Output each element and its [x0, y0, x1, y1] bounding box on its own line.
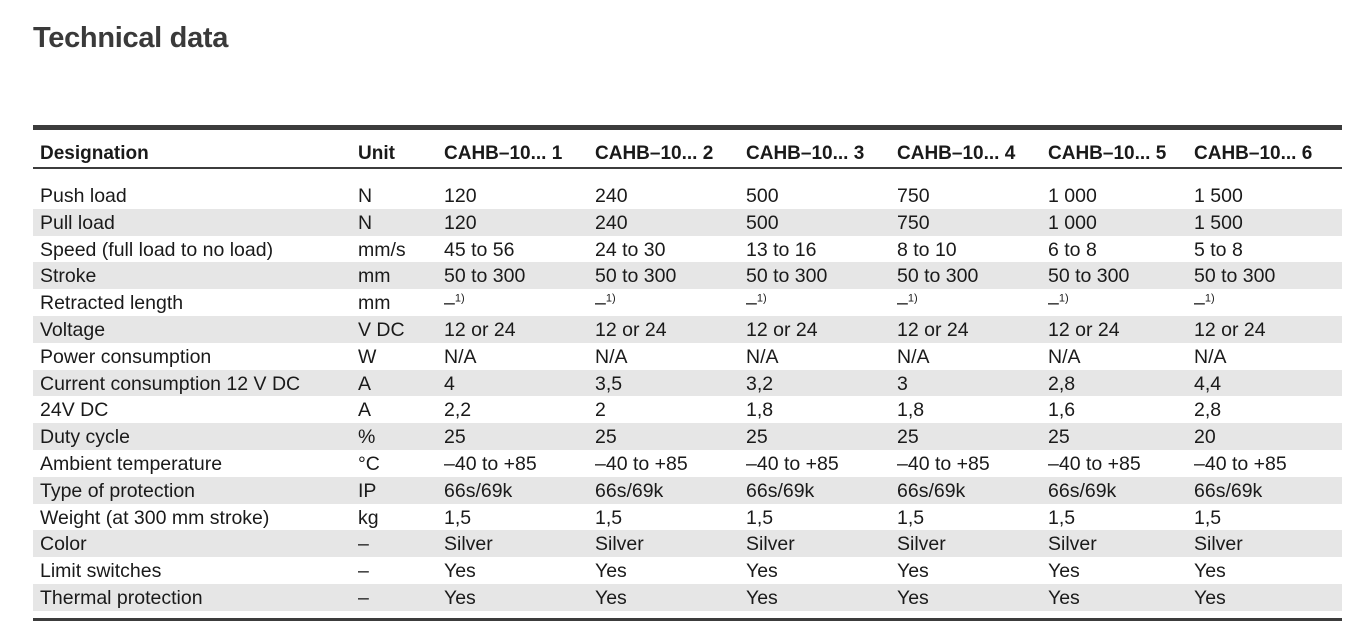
row-value-model-3: –40 to +85	[746, 452, 839, 475]
row-value-model-2: N/A	[595, 345, 628, 368]
row-value-model-4: –40 to +85	[897, 452, 990, 475]
row-value-model-5: 2,8	[1048, 372, 1076, 395]
row-designation: Push load	[40, 185, 127, 207]
row-designation: Color	[40, 533, 87, 556]
row-value-model-6: 2,8	[1194, 399, 1222, 422]
row-value-model-3: 1,8	[746, 399, 774, 422]
row-unit: –	[358, 533, 369, 556]
row-designation: Speed (full load to no load)	[40, 238, 274, 261]
row-value-model-2: 66s/69k	[595, 479, 664, 502]
row-value-model-4: 3	[897, 372, 908, 395]
row-value-model-2: 1,5	[595, 506, 623, 529]
row-value-model-1: 12 or 24	[444, 318, 516, 341]
row-value-model-4: Silver	[897, 533, 946, 556]
row-value-model-2: Silver	[595, 533, 644, 556]
row-designation: 24V DC	[40, 399, 109, 422]
row-value-model-6: 1 500	[1194, 185, 1243, 207]
row-value-model-4: 12 or 24	[897, 318, 969, 341]
row-unit: –	[358, 560, 369, 583]
row-value-model-4: 50 to 300	[897, 265, 979, 288]
row-value-model-1: 4	[444, 372, 455, 395]
row-value-model-3: 13 to 16	[746, 238, 817, 261]
row-value-model-5: Silver	[1048, 533, 1097, 556]
row-value-model-3: 25	[746, 426, 768, 449]
row-value-model-4: 750	[897, 211, 930, 234]
row-unit: N	[358, 185, 373, 207]
row-value-model-2: 3,5	[595, 372, 623, 395]
table-row	[33, 209, 1342, 236]
row-value-model-4: Yes	[897, 560, 929, 583]
row-value-model-4: 8 to 10	[897, 238, 957, 261]
row-value-model-5: 50 to 300	[1048, 265, 1130, 288]
row-value-model-5: Yes	[1048, 586, 1080, 609]
row-designation: Thermal protection	[40, 586, 203, 609]
row-value-model-1: Silver	[444, 533, 493, 556]
row-value-model-5: 1 000	[1048, 185, 1097, 207]
row-value-model-3: Yes	[746, 586, 778, 609]
row-designation: Current consumption 12 V DC	[40, 372, 301, 395]
row-value-model-1: 120	[444, 211, 477, 234]
row-value-model-2: 25	[595, 426, 617, 449]
row-value-model-2: Yes	[595, 586, 627, 609]
page-title: Technical data	[33, 22, 229, 54]
row-value-model-1: 66s/69k	[444, 479, 513, 502]
table-header-rule	[33, 167, 1342, 169]
row-value-model-6: 12 or 24	[1194, 318, 1266, 341]
row-designation: Power consumption	[40, 345, 212, 368]
table-row	[33, 316, 1342, 343]
table-header	[33, 139, 1342, 167]
row-value-model-2: Yes	[595, 560, 627, 583]
header-model-1: CAHB–10... 1	[444, 143, 563, 164]
header-designation: Designation	[40, 143, 149, 164]
row-designation: Duty cycle	[40, 426, 130, 449]
row-value-model-1: 25	[444, 426, 466, 449]
row-unit: –	[358, 586, 369, 609]
row-value-model-2: 12 or 24	[595, 318, 667, 341]
row-designation: Weight (at 300 mm stroke)	[40, 506, 270, 529]
table-row	[33, 396, 1342, 423]
row-value-model-5: –$^{1)}$	[1048, 292, 1069, 315]
row-value-model-1: Yes	[444, 560, 476, 583]
row-value-model-4: 66s/69k	[897, 479, 966, 502]
table-row	[33, 370, 1342, 397]
row-value-model-1: 45 to 56	[444, 238, 515, 261]
row-value-model-1: 50 to 300	[444, 265, 526, 288]
row-unit: A	[358, 399, 372, 422]
row-value-model-2: 240	[595, 185, 628, 207]
row-value-model-3: N/A	[746, 345, 779, 368]
header-unit: Unit	[358, 143, 395, 164]
row-value-model-4: 1,8	[897, 399, 925, 422]
row-designation: Retracted length	[40, 292, 184, 315]
row-designation: Ambient temperature	[40, 452, 223, 475]
row-unit: mm/s	[358, 238, 406, 261]
row-designation: Limit switches	[40, 560, 162, 583]
row-value-model-2: 24 to 30	[595, 238, 666, 261]
row-unit: A	[358, 372, 372, 395]
table-bottom-rule	[33, 618, 1342, 621]
row-value-model-4: 25	[897, 426, 919, 449]
row-value-model-6: Yes	[1194, 560, 1226, 583]
row-value-model-2: 240	[595, 211, 628, 234]
row-value-model-5: 25	[1048, 426, 1070, 449]
row-value-model-6: 1,5	[1194, 506, 1222, 529]
header-model-5: CAHB–10... 5	[1048, 143, 1167, 164]
row-value-model-3: Silver	[746, 533, 795, 556]
table-row	[33, 236, 1342, 263]
row-unit: W	[358, 345, 377, 368]
table-row	[33, 262, 1342, 289]
row-unit: IP	[358, 479, 377, 502]
row-unit: mm	[358, 265, 391, 288]
row-value-model-3: 66s/69k	[746, 479, 815, 502]
table-row	[33, 289, 1342, 316]
row-value-model-4: N/A	[897, 345, 930, 368]
table-body	[33, 182, 1342, 611]
row-value-model-5: 1,5	[1048, 506, 1076, 529]
row-value-model-5: 1,6	[1048, 399, 1076, 422]
row-value-model-3: 500	[746, 211, 779, 234]
header-model-3: CAHB–10... 3	[746, 143, 865, 164]
row-value-model-6: 66s/69k	[1194, 479, 1263, 502]
row-value-model-6: 50 to 300	[1194, 265, 1276, 288]
row-value-model-2: 2	[595, 399, 606, 422]
row-value-model-6: 1 500	[1194, 211, 1243, 234]
row-value-model-1: 120	[444, 185, 477, 207]
row-designation: Voltage	[40, 318, 106, 341]
row-value-model-6: N/A	[1194, 345, 1227, 368]
table-row	[33, 450, 1342, 477]
header-model-6: CAHB–10... 6	[1194, 143, 1313, 164]
row-value-model-5: 6 to 8	[1048, 238, 1097, 261]
row-value-model-5: 66s/69k	[1048, 479, 1117, 502]
row-value-model-6: 4,4	[1194, 372, 1222, 395]
row-value-model-1: N/A	[444, 345, 477, 368]
row-value-model-3: 1,5	[746, 506, 774, 529]
row-designation: Type of protection	[40, 479, 196, 502]
row-value-model-4: 1,5	[897, 506, 925, 529]
row-unit: °C	[358, 452, 380, 475]
row-value-model-5: 12 or 24	[1048, 318, 1120, 341]
row-value-model-1: 2,2	[444, 399, 472, 422]
row-value-model-4: 750	[897, 185, 930, 207]
table-row	[33, 584, 1342, 611]
table-row	[33, 343, 1342, 370]
row-designation: Stroke	[40, 265, 97, 288]
table-top-rule	[33, 125, 1342, 130]
row-value-model-6: Yes	[1194, 586, 1226, 609]
row-value-model-4: –$^{1)}$	[897, 292, 918, 315]
row-unit: kg	[358, 506, 379, 529]
table-row	[33, 504, 1342, 531]
row-designation: Pull load	[40, 211, 115, 234]
row-value-model-3: 500	[746, 185, 779, 207]
row-value-model-1: –40 to +85	[444, 452, 537, 475]
row-value-model-6: 20	[1194, 426, 1216, 449]
header-model-4: CAHB–10... 4	[897, 143, 1016, 164]
row-value-model-5: –40 to +85	[1048, 452, 1141, 475]
row-value-model-1: –$^{1)}$	[444, 292, 465, 315]
row-value-model-2: –40 to +85	[595, 452, 688, 475]
row-value-model-3: Yes	[746, 560, 778, 583]
row-value-model-2: 50 to 300	[595, 265, 677, 288]
row-value-model-6: –$^{1)}$	[1194, 292, 1215, 315]
row-unit: N	[358, 211, 373, 234]
row-value-model-3: 3,2	[746, 372, 774, 395]
row-value-model-5: N/A	[1048, 345, 1081, 368]
table-row	[33, 530, 1342, 557]
row-value-model-3: 12 or 24	[746, 318, 818, 341]
table-row	[33, 557, 1342, 584]
table-row	[33, 477, 1342, 504]
row-value-model-4: Yes	[897, 586, 929, 609]
table-row	[33, 182, 1342, 209]
header-model-2: CAHB–10... 2	[595, 143, 714, 164]
row-value-model-1: Yes	[444, 586, 476, 609]
row-value-model-5: Yes	[1048, 560, 1080, 583]
row-value-model-6: Silver	[1194, 533, 1243, 556]
row-unit: %	[358, 426, 376, 449]
row-unit: V DC	[358, 318, 405, 341]
row-value-model-6: 5 to 8	[1194, 238, 1243, 261]
table-row	[33, 423, 1342, 450]
row-value-model-3: 50 to 300	[746, 265, 828, 288]
row-value-model-2: –$^{1)}$	[595, 292, 616, 315]
row-value-model-5: 1 000	[1048, 211, 1097, 234]
row-value-model-1: 1,5	[444, 506, 472, 529]
row-unit: mm	[358, 292, 391, 315]
row-value-model-3: –$^{1)}$	[746, 292, 767, 315]
row-value-model-6: –40 to +85	[1194, 452, 1287, 475]
